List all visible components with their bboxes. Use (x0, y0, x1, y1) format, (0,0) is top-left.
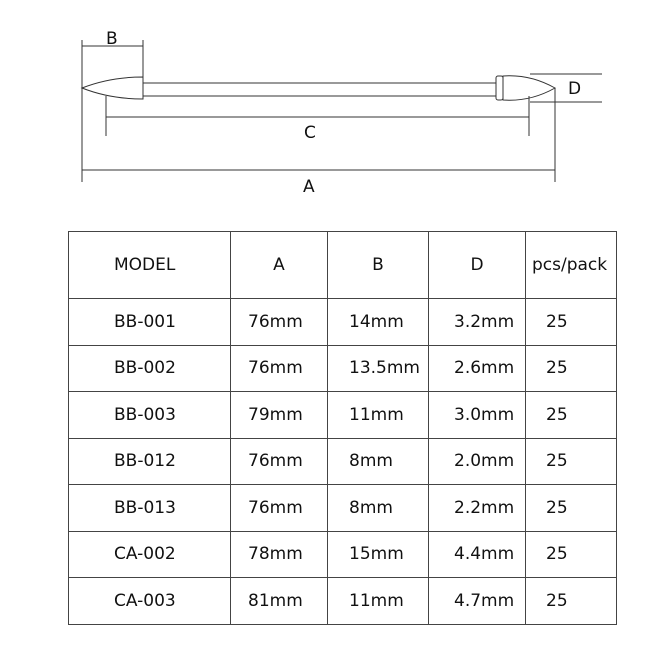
cell-pcs: 25 (526, 299, 617, 346)
label-c: C (304, 123, 316, 143)
cell-d: 4.7mm (429, 578, 526, 625)
header-pcs-pack: pcs/pack (526, 232, 617, 299)
header-b: B (328, 232, 429, 299)
table-row (69, 345, 617, 392)
header-model: MODEL (69, 232, 231, 299)
cell-a: 76mm (231, 345, 328, 392)
cell-b: 15mm (328, 531, 429, 578)
cell-b: 11mm (328, 392, 429, 439)
cell-model: BB-013 (69, 485, 231, 532)
cell-b: 8mm (328, 438, 429, 485)
cell-d: 4.4mm (429, 531, 526, 578)
header-a: A (231, 232, 328, 299)
cell-pcs: 25 (526, 392, 617, 439)
table-row (69, 531, 617, 578)
cell-a: 76mm (231, 299, 328, 346)
cell-pcs: 25 (526, 531, 617, 578)
cell-a: 78mm (231, 531, 328, 578)
cell-pcs: 25 (526, 578, 617, 625)
cell-d: 3.0mm (429, 392, 526, 439)
cell-d: 2.2mm (429, 485, 526, 532)
cell-pcs: 25 (526, 345, 617, 392)
label-a: A (303, 177, 315, 197)
cell-b: 14mm (328, 299, 429, 346)
cell-pcs: 25 (526, 485, 617, 532)
cell-a: 79mm (231, 392, 328, 439)
label-b: B (106, 29, 118, 49)
cell-d: 2.0mm (429, 438, 526, 485)
cell-model: CA-002 (69, 531, 231, 578)
cell-model: BB-002 (69, 345, 231, 392)
table-row (69, 578, 617, 625)
table-row (69, 485, 617, 532)
cell-model: BB-003 (69, 392, 231, 439)
bit-dimension-diagram (0, 0, 668, 210)
table-header-row (69, 232, 617, 299)
cell-a: 81mm (231, 578, 328, 625)
cell-d: 2.6mm (429, 345, 526, 392)
table-row (69, 392, 617, 439)
cell-model: BB-012 (69, 438, 231, 485)
label-d: D (568, 79, 582, 99)
cell-b: 11mm (328, 578, 429, 625)
cell-b: 8mm (328, 485, 429, 532)
cell-d: 3.2mm (429, 299, 526, 346)
cell-a: 76mm (231, 485, 328, 532)
cell-model: CA-003 (69, 578, 231, 625)
left-bit-head (82, 77, 143, 99)
cell-b: 13.5mm (328, 345, 429, 392)
table-row (69, 438, 617, 485)
right-bit-collar (496, 76, 503, 100)
cell-pcs: 25 (526, 438, 617, 485)
cell-a: 76mm (231, 438, 328, 485)
spec-table (68, 231, 617, 625)
table-row (69, 299, 617, 346)
cell-model: BB-001 (69, 299, 231, 346)
header-d: D (429, 232, 526, 299)
